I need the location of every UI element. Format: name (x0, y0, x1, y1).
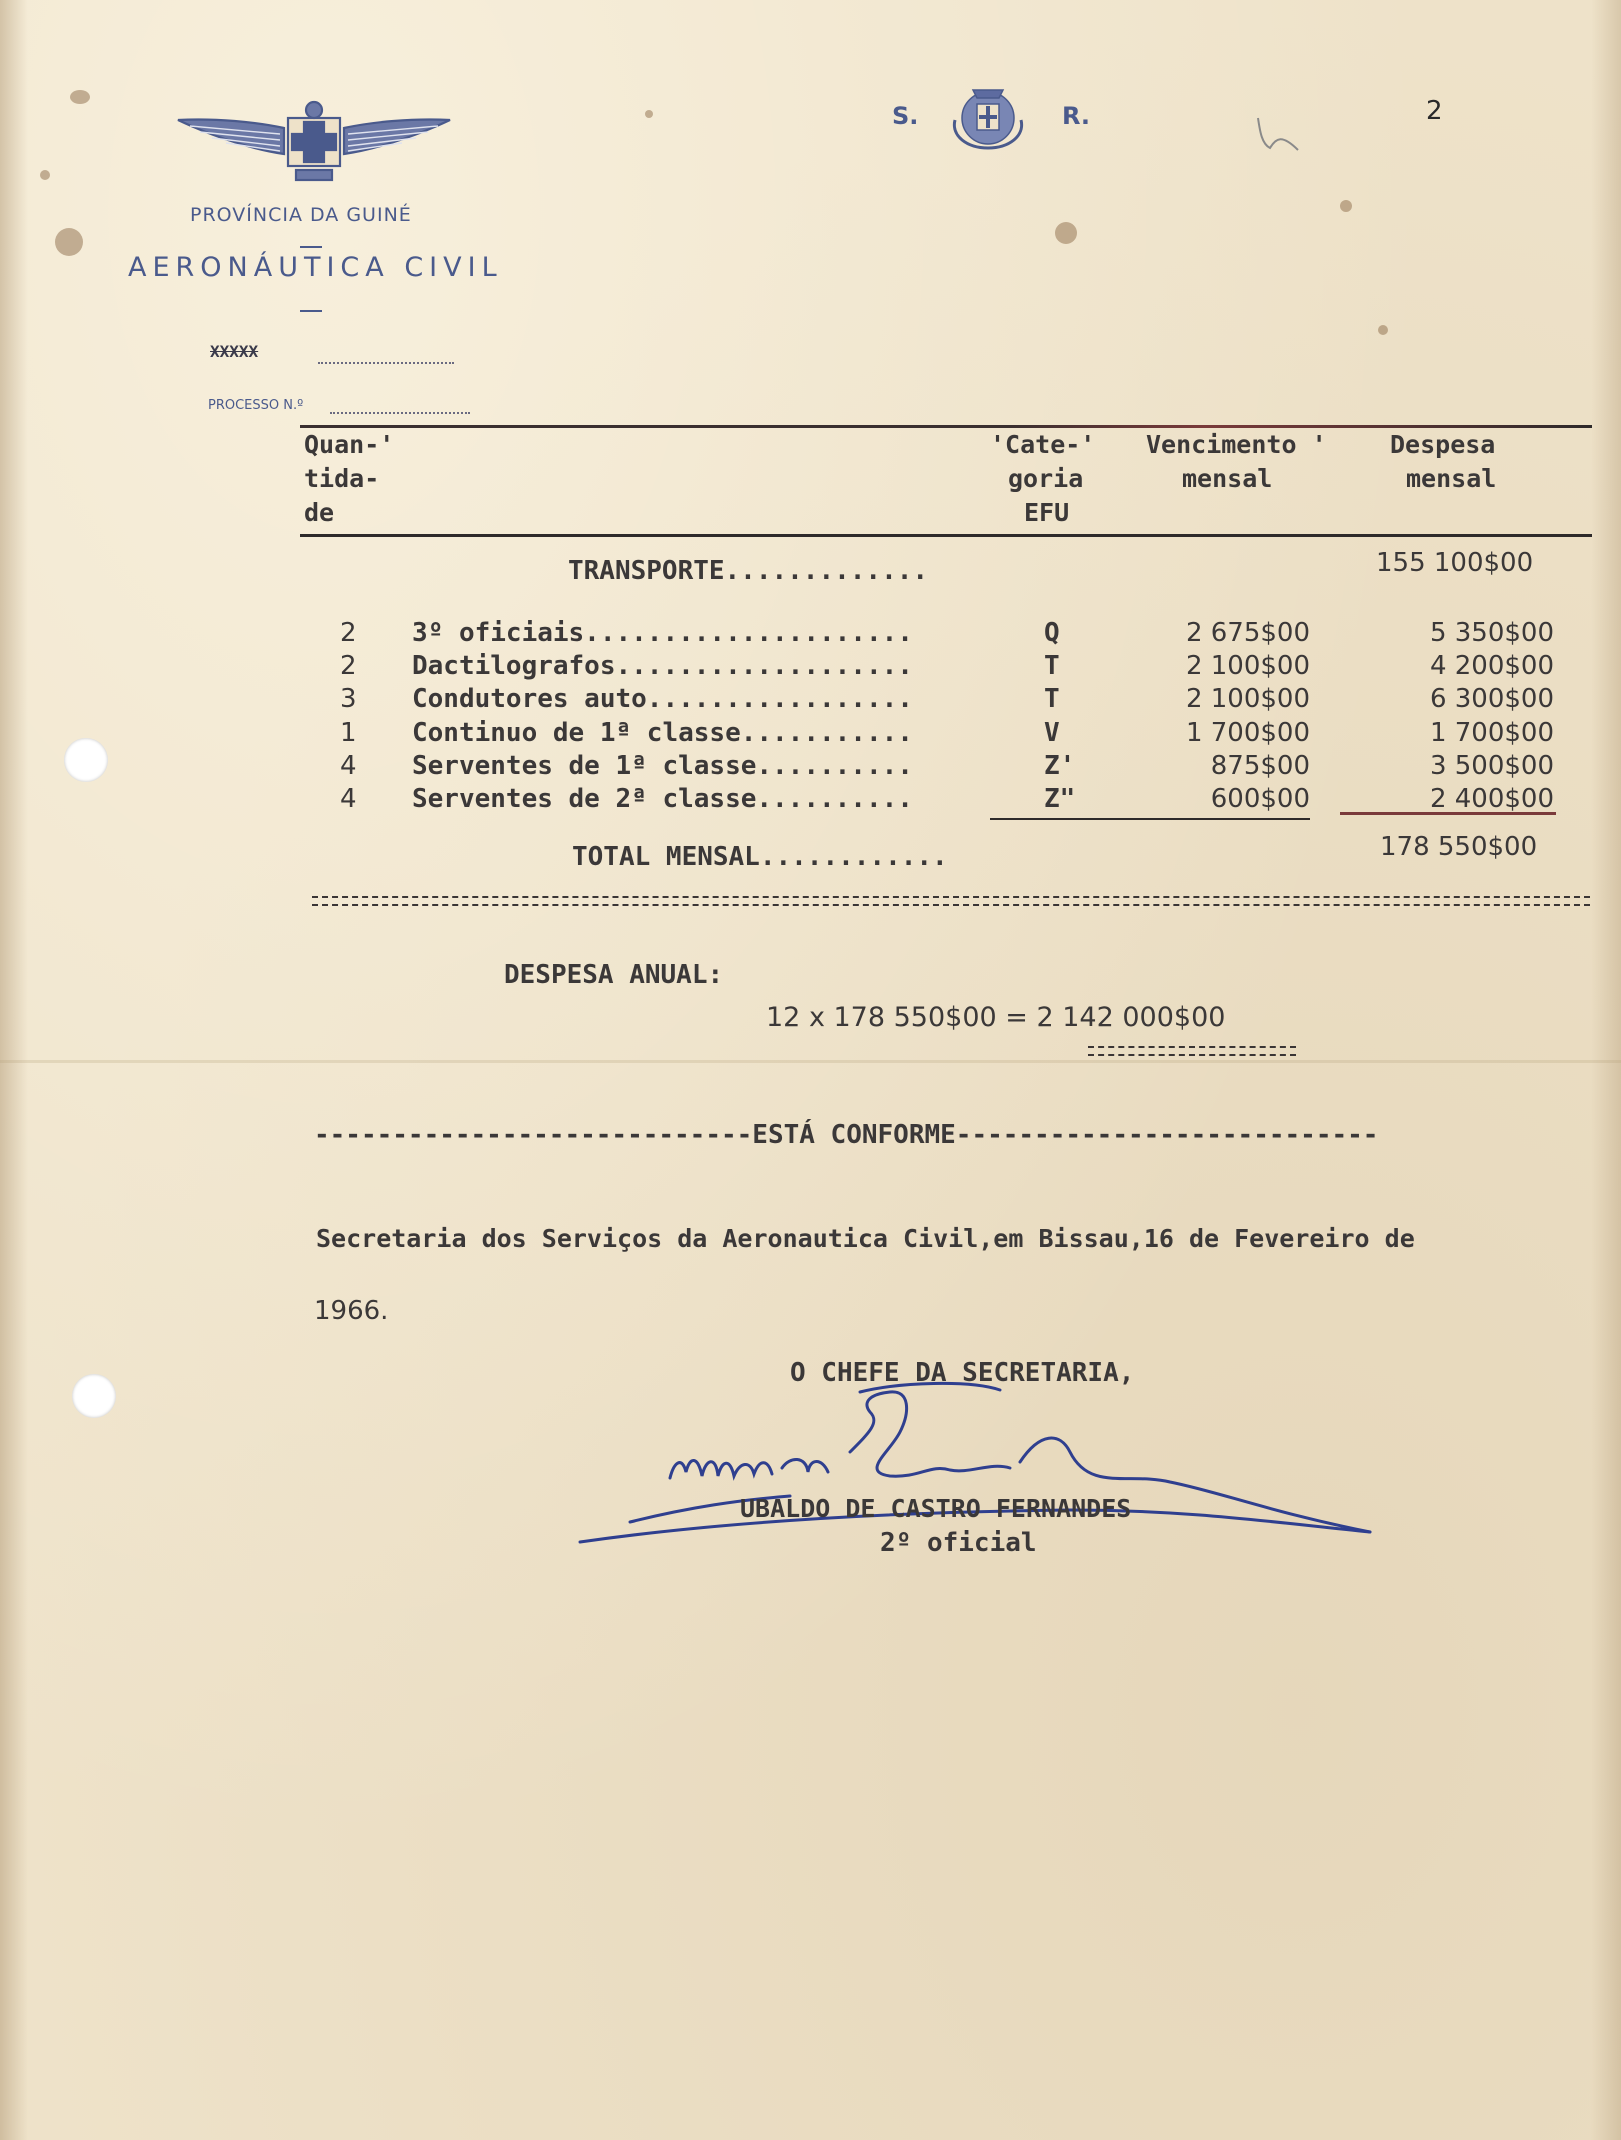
row-category: Q (1044, 618, 1060, 648)
heading-dash (300, 310, 322, 312)
subtotal-rule (990, 818, 1310, 820)
row-vencimento: 2 675$00 (1185, 618, 1310, 648)
heading-dash (300, 246, 322, 248)
row-category: Z' (1044, 751, 1076, 781)
row-quantity: 4 (340, 784, 357, 814)
row-vencimento: 2 100$00 (1185, 651, 1310, 681)
portuguese-coat-of-arms-seal (943, 80, 1033, 152)
processo-label: PROCESSO N.º (208, 398, 304, 413)
row-vencimento: 600$00 (1210, 784, 1310, 814)
header-categoria-1: 'Cate-' (990, 430, 1096, 459)
paper-stain (645, 110, 653, 118)
row-vencimento: 1 700$00 (1185, 718, 1310, 748)
annual-label: DESPESA ANUAL: (504, 960, 724, 990)
annual-formula: 12 x 178 550$00 = 2 142 000$00 (766, 1002, 1226, 1033)
row-category: T (1044, 651, 1060, 681)
paper-edge-shadow (1591, 0, 1621, 2140)
seal-letter-right: R. (1062, 102, 1091, 130)
row-description: Condutores auto................. (412, 684, 913, 714)
punch-hole (64, 738, 108, 782)
row-despesa: 6 300$00 (1429, 684, 1554, 714)
esta-conforme-line: ----------------------------ESTÁ CONFORME--------------------------- (314, 1120, 1379, 1150)
processo-dotted-line (330, 412, 470, 414)
header-despesa-2: mensal (1406, 464, 1497, 493)
closing-line-2: 1966. (314, 1296, 389, 1326)
row-description: Dactilografos................... (412, 651, 913, 681)
header-quantidade-2: tida- (304, 464, 380, 493)
row-category: T (1044, 684, 1060, 714)
row-quantity: 2 (340, 618, 357, 648)
row-description: Continuo de 1ª classe........... (412, 718, 913, 748)
header-quantidade-1: Quan-' (304, 430, 395, 459)
row-description: Serventes de 2ª classe.......... (412, 784, 913, 814)
header-quantidade-3: de (304, 498, 335, 527)
header-categoria-2: goria (1008, 464, 1084, 493)
pencil-mark (1250, 112, 1306, 158)
paper-stain (40, 170, 50, 180)
struck-field-label: XXXXX (210, 342, 259, 361)
punch-hole (72, 1374, 116, 1418)
transporte-label: TRANSPORTE............. (568, 556, 929, 586)
double-rule (312, 896, 1590, 906)
paper-stain (55, 228, 83, 256)
total-label: TOTAL MENSAL............ (572, 842, 948, 872)
paper-fold-line (0, 1060, 1621, 1063)
paper-stain (1055, 222, 1077, 244)
header-categoria-3: EFU (1024, 498, 1070, 527)
row-category: V (1044, 718, 1060, 748)
closing-line-1: Secretaria dos Serviços da Aeronautica Civil,em Bissau,16 de Fevereiro de (316, 1224, 1415, 1253)
signatory-name: UBALDO DE CASTRO FERNANDES (740, 1494, 1132, 1523)
page-number: 2 (1426, 96, 1443, 126)
signatory-rank: 2º oficial (880, 1528, 1037, 1558)
transporte-value: 155 100$00 (1376, 548, 1534, 578)
header-vencimento-1: Vencimento ' (1146, 430, 1327, 459)
row-despesa: 2 400$00 (1429, 784, 1554, 814)
province-heading: PROVÍNCIA DA GUINÉ (190, 204, 412, 226)
row-quantity: 4 (340, 751, 357, 781)
handwritten-signature (570, 1372, 1390, 1552)
header-vencimento-2: mensal (1182, 464, 1273, 493)
row-despesa: 4 200$00 (1429, 651, 1554, 681)
row-quantity: 3 (340, 684, 357, 714)
row-quantity: 1 (340, 718, 357, 748)
aviation-wings-emblem (176, 98, 452, 188)
row-quantity: 2 (340, 651, 357, 681)
total-value: 178 550$00 (1380, 832, 1538, 862)
table-top-rule (300, 425, 1592, 428)
row-category: Z" (1044, 784, 1076, 814)
row-vencimento: 2 100$00 (1185, 684, 1310, 714)
row-despesa: 5 350$00 (1429, 618, 1554, 648)
row-despesa: 3 500$00 (1429, 751, 1554, 781)
row-vencimento: 875$00 (1210, 751, 1310, 781)
department-heading: AERONÁUTICA CIVIL (128, 252, 503, 283)
seal-letter-left: S. (892, 102, 919, 130)
field-dotted-line (318, 362, 454, 364)
paper-stain (1378, 325, 1388, 335)
signature-title: O CHEFE DA SECRETARIA, (790, 1358, 1135, 1388)
paper-stain (1340, 200, 1352, 212)
row-description: Serventes de 1ª classe.......... (412, 751, 913, 781)
header-despesa-1: Despesa (1390, 430, 1496, 459)
paper-stain (70, 90, 90, 104)
header-bottom-rule (300, 534, 1592, 537)
row-description: 3º oficiais..................... (412, 618, 913, 648)
paper-edge-shadow (0, 0, 28, 2140)
row-despesa: 1 700$00 (1429, 718, 1554, 748)
annual-double-underline (1088, 1046, 1296, 1056)
